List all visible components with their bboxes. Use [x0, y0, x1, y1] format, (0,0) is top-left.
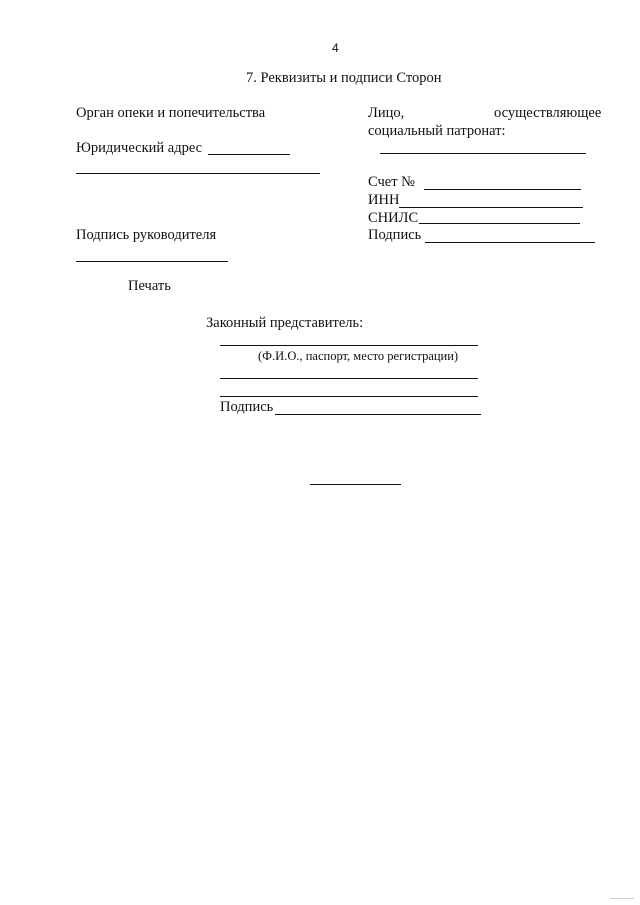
snils-line: [419, 223, 580, 224]
representative-line-3: [220, 396, 478, 397]
representative-fields-hint: (Ф.И.О., паспорт, место регистрации): [258, 349, 459, 363]
scan-edge-mark: [610, 898, 634, 899]
inn-label: ИНН: [368, 192, 400, 208]
legal-address-line-2: [76, 173, 320, 174]
person-label-line2: социальный патронат:: [368, 123, 506, 139]
legal-address-label: Юридический адрес: [76, 140, 203, 156]
representative-line-2: [220, 378, 478, 379]
person-label-b: осуществляющее: [494, 105, 602, 121]
inn-line: [399, 207, 583, 208]
person-signature-label: Подпись: [368, 227, 422, 243]
end-separator-line: [310, 484, 401, 485]
account-line: [424, 189, 581, 190]
head-signature-line: [76, 261, 228, 262]
account-label: Счет №: [368, 174, 416, 190]
person-label-a: Лицо,: [368, 105, 405, 121]
org-name-label: Орган опеки и попечительства: [76, 105, 266, 121]
page-number: 4: [332, 41, 339, 55]
snils-label: СНИЛС: [368, 210, 419, 226]
legal-address-line: [208, 154, 290, 155]
section-title: 7. Реквизиты и подписи Сторон: [246, 70, 442, 86]
representative-signature-label: Подпись: [220, 399, 274, 415]
stamp-label: Печать: [128, 278, 171, 294]
representative-title: Законный представитель:: [206, 315, 364, 331]
person-name-line: [380, 153, 586, 154]
representative-line-1: [220, 345, 478, 346]
representative-signature-line: [275, 414, 481, 415]
head-signature-label: Подпись руководителя: [76, 227, 217, 243]
person-signature-line: [425, 242, 595, 243]
